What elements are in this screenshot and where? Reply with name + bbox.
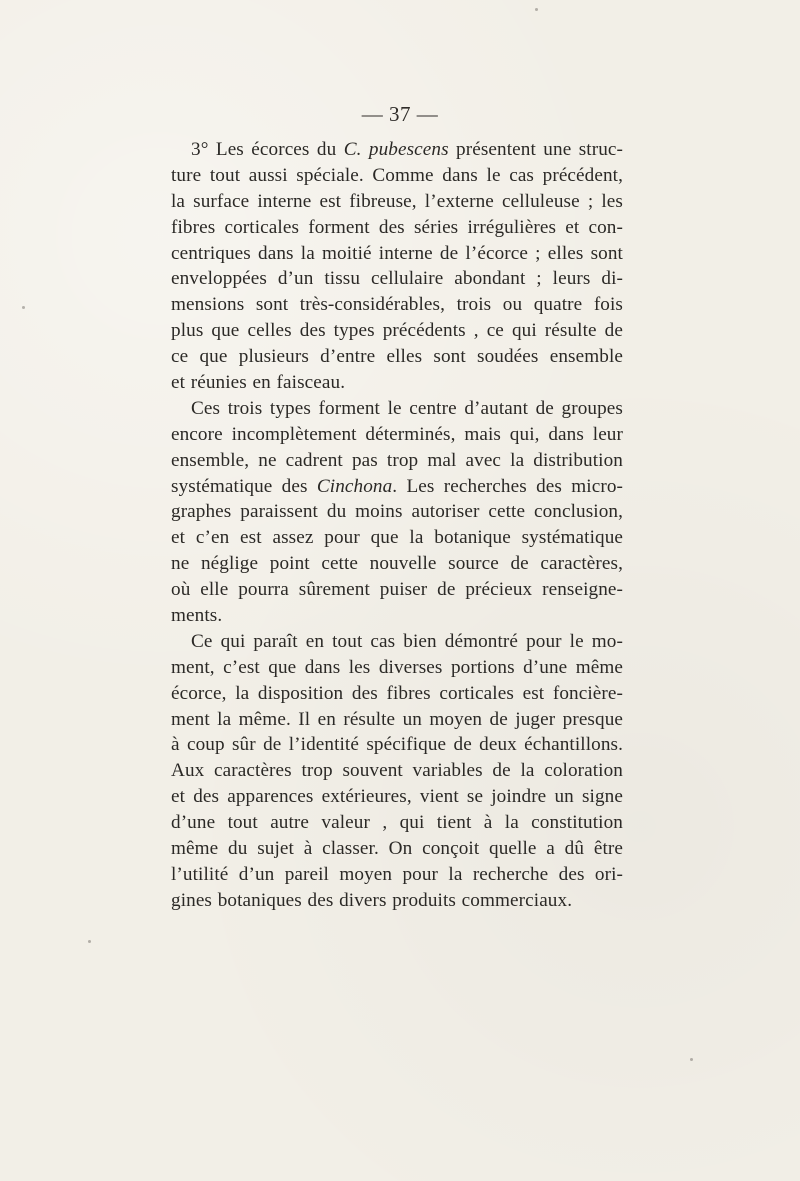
paragraph-1 bbox=[171, 137, 623, 396]
text-fragment: systématique des bbox=[171, 475, 317, 497]
text-line bbox=[171, 551, 623, 577]
text-line bbox=[171, 758, 623, 784]
text-fragment: présentent une struc- bbox=[448, 139, 623, 160]
text-line bbox=[171, 888, 623, 914]
text-line bbox=[171, 266, 623, 292]
text-fragment: graphes paraissent du moins autoriser cette conclusion, bbox=[171, 501, 623, 523]
text-line bbox=[171, 836, 623, 862]
text-fragment: plus que celles des types précédents , ce qui résulte de bbox=[171, 320, 623, 342]
text-fragment: ne néglige point cette nouvelle source de caractères, bbox=[171, 553, 623, 575]
text-line bbox=[171, 862, 623, 888]
page-number: — 37 — bbox=[361, 102, 439, 126]
text-fragment: d’une tout autre valeur , qui tient à la constitution bbox=[171, 812, 623, 834]
text-fragment: la surface interne est fibreuse, l’externe celluleuse ; les bbox=[171, 190, 623, 212]
text-fragment: ments. bbox=[171, 605, 223, 627]
text-fragment: enveloppées d’un tissu cellulaire abondant ; leurs di- bbox=[171, 268, 623, 290]
text-fragment: fibres corticales forment des séries irrégulières et con- bbox=[171, 216, 623, 238]
text-line bbox=[171, 499, 623, 525]
text-fragment: mensions sont très-considérables, trois ou quatre fois bbox=[171, 294, 623, 316]
text-line bbox=[171, 137, 623, 163]
text-fragment: Ce qui paraît en tout cas bien démontré pour le mo- bbox=[191, 630, 623, 652]
text-fragment: . Les recherches des micro- bbox=[392, 475, 623, 497]
text-fragment: Aux caractères trop souvent variables de la coloration bbox=[171, 760, 623, 782]
text-fragment: ce que plusieurs d’entre elles sont soudées ensemble bbox=[171, 346, 623, 368]
italic-text-fragment: C. pubescens bbox=[343, 139, 449, 160]
text-line bbox=[171, 474, 623, 500]
text-fragment: 3° Les écorces du bbox=[191, 139, 344, 160]
text-line bbox=[171, 655, 623, 681]
text-line bbox=[171, 396, 623, 422]
body-text bbox=[171, 137, 623, 914]
paper-speck bbox=[690, 1058, 693, 1061]
text-line bbox=[171, 525, 623, 551]
text-line bbox=[171, 318, 623, 344]
paragraph-2 bbox=[171, 396, 623, 629]
text-fragment: ment, c’est que dans les diverses portions d’une même bbox=[171, 656, 623, 678]
text-fragment: Ces trois types forment le centre d’autant de groupes bbox=[191, 397, 623, 419]
text-line bbox=[171, 344, 623, 370]
text-line bbox=[171, 189, 623, 215]
text-line bbox=[171, 732, 623, 758]
paper-speck bbox=[535, 8, 538, 11]
text-fragment: à coup sûr de l’identité spécifique de deux échantillons. bbox=[171, 734, 623, 756]
text-fragment: encore incomplètement déterminés, mais qui, dans leur bbox=[171, 423, 623, 445]
text-line bbox=[171, 577, 623, 603]
paper-speck bbox=[22, 306, 25, 309]
paper-speck bbox=[88, 940, 91, 943]
text-fragment: écorce, la disposition des fibres corticales est foncière- bbox=[171, 682, 623, 704]
text-fragment: centriques dans la moitié interne de l’écorce ; elles sont bbox=[171, 242, 623, 264]
text-line bbox=[171, 370, 623, 396]
paragraph-3 bbox=[171, 629, 623, 914]
text-fragment: et réunies en faisceau. bbox=[171, 372, 346, 394]
text-line bbox=[171, 603, 623, 629]
text-line bbox=[171, 707, 623, 733]
text-line bbox=[171, 163, 623, 189]
text-line bbox=[171, 784, 623, 810]
text-fragment: même du sujet à classer. On conçoit quelle a dû être bbox=[171, 838, 623, 860]
text-fragment: ensemble, ne cadrent pas trop mal avec la distribution bbox=[171, 449, 623, 471]
text-line bbox=[171, 448, 623, 474]
text-line bbox=[171, 810, 623, 836]
text-fragment: et des apparences extérieures, vient se joindre un signe bbox=[171, 786, 623, 808]
text-line bbox=[171, 215, 623, 241]
text-fragment: et c’en est assez pour que la botanique systématique bbox=[171, 527, 623, 549]
text-fragment: l’utilité d’un pareil moyen pour la recherche des ori- bbox=[171, 863, 623, 885]
text-fragment: où elle pourra sûrement puiser de précieux renseigne- bbox=[171, 579, 623, 601]
text-line bbox=[171, 681, 623, 707]
text-fragment: ment la même. Il en résulte un moyen de juger presque bbox=[171, 708, 623, 730]
italic-text-fragment: Cinchona bbox=[316, 475, 393, 497]
text-fragment: ture tout aussi spéciale. Comme dans le cas précédent, bbox=[171, 164, 623, 186]
text-line bbox=[171, 292, 623, 318]
text-fragment: gines botaniques des divers produits commerciaux. bbox=[171, 889, 573, 911]
text-line bbox=[171, 629, 623, 655]
text-line bbox=[171, 422, 623, 448]
text-line bbox=[171, 241, 623, 267]
